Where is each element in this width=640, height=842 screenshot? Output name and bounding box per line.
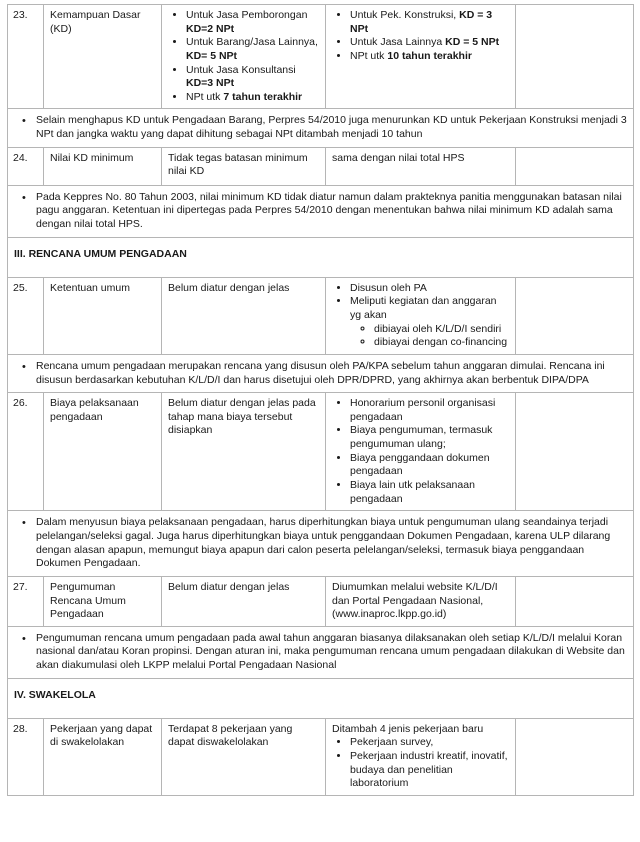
new-rule-cell bbox=[326, 5, 516, 109]
sub-list bbox=[350, 323, 509, 350]
new-rule-list bbox=[332, 736, 509, 791]
new-rule-list bbox=[332, 9, 509, 64]
table-row bbox=[8, 147, 634, 185]
note-row bbox=[8, 185, 634, 237]
list-item: • Disusun oleh PA bbox=[350, 282, 509, 296]
old-rule-cell: Tidak tegas batasan minimum nilai KD bbox=[162, 147, 326, 185]
aspect-cell: Biaya pelaksanaan pengadaan bbox=[44, 393, 162, 511]
note-text: • Pengumuman rencana umum pengadaan pada awal tahun anggaran biasanya dilaksanakan oleh setiap K/L/D/I melalui Koran nasional dan/atau Koran propinsi. Dengan aturan ini, maka pengumuman rencana umum pengadaan dilakukan di Website dan akan diakumulasi oleh LKPP melalui Portal Pengadaan Nasional bbox=[36, 632, 627, 673]
empty-cell bbox=[516, 277, 634, 354]
list-item: • Biaya penggandaan dokumen pengadaan bbox=[350, 452, 509, 479]
table-row bbox=[8, 718, 634, 795]
old-rule-cell bbox=[162, 5, 326, 109]
section-heading-row bbox=[8, 237, 634, 277]
empty-cell bbox=[516, 393, 634, 511]
note-row bbox=[8, 626, 634, 678]
list-item: • Untuk Jasa Konsultansi KD=3 NPt bbox=[186, 64, 319, 91]
aspect-cell: Pengumuman Rencana Umum Pengadaan bbox=[44, 576, 162, 626]
list-item: • NPt utk 10 tahun terakhir bbox=[350, 50, 509, 64]
new-rule-list bbox=[332, 397, 509, 506]
list-item: • Meliputi kegiatan dan anggaran yg akan ◦ dibiayai oleh K/L/D/I sendiri ◦ dibiayai dengan co-financing bbox=[350, 295, 509, 350]
list-item: • Biaya pengumuman, termasuk pengumuman ulang; bbox=[350, 424, 509, 451]
note-text: • Rencana umum pengadaan merupakan rencana yang disusun oleh PA/KPA sebelum tahun anggaran dimulai. Rencana ini disusun berdasarkan kebutuhan K/L/D/I dan harus disetujui oleh DPR/DPRD, yang akhirnya akan berbentuk DIPA/DPA bbox=[36, 360, 627, 387]
new-rule-cell bbox=[326, 393, 516, 511]
section-heading-row bbox=[8, 678, 634, 718]
list-item: • Biaya lain utk pelaksanaan pengadaan bbox=[350, 479, 509, 506]
note-text: • Dalam menyusun biaya pelaksanaan pengadaan, harus diperhitungkan biaya untuk pengumuman ulang seandainya terjadi pelelangan/seleksi gagal. Juga harus diperhitungkan biaya untuk penggandaan Dokumen Pengadaan, karena ULP dilarang dengan alasan apapun, memungut biaya apapun dari calon peserta pelelangan/seleksi, termasuk biaya penggandaan Dokumen Pengadaan. bbox=[36, 516, 627, 571]
new-rule-cell: sama dengan nilai total HPS bbox=[326, 147, 516, 185]
aspect-cell: Pekerjaan yang dapat di swakelolakan bbox=[44, 718, 162, 795]
old-rule-cell: Terdapat 8 pekerjaan yang dapat diswakelolakan bbox=[162, 718, 326, 795]
note-text: • Pada Keppres No. 80 Tahun 2003, nilai minimum KD tidak diatur namun dalam prakteknya panitia menggunakan batasan nilai pagu anggaran. Ketentuan ini dipertegas pada Perpres 54/2010 dengan menentukan bahwa nilai minimum KD adalah sama dengan nilai total HPS. bbox=[36, 191, 627, 232]
row-number: 27. bbox=[8, 576, 44, 626]
list-item: • Untuk Pek. Konstruksi, KD = 3 NPt bbox=[350, 9, 509, 36]
new-rule-cell bbox=[326, 277, 516, 354]
section-heading: III. RENCANA UMUM PENGADAAN bbox=[8, 237, 634, 277]
table-row bbox=[8, 576, 634, 626]
aspect-cell: Kemampuan Dasar (KD) bbox=[44, 5, 162, 109]
note-row bbox=[8, 511, 634, 577]
empty-cell bbox=[516, 718, 634, 795]
new-rule-cell bbox=[326, 718, 516, 795]
list-item: • Untuk Jasa Pemborongan KD=2 NPt bbox=[186, 9, 319, 36]
row-number: 26. bbox=[8, 393, 44, 511]
empty-cell bbox=[516, 147, 634, 185]
row-number: 25. bbox=[8, 277, 44, 354]
list-item: • Pekerjaan survey, bbox=[350, 736, 509, 750]
list-item: • NPt utk 7 tahun terakhir bbox=[186, 91, 319, 105]
row-number: 23. bbox=[8, 5, 44, 109]
empty-cell bbox=[516, 5, 634, 109]
aspect-cell: Nilai KD minimum bbox=[44, 147, 162, 185]
old-rule-list bbox=[168, 9, 319, 104]
regulation-comparison-document bbox=[7, 4, 633, 796]
new-rule-list bbox=[332, 282, 509, 350]
old-rule-cell: Belum diatur dengan jelas pada tahap mana biaya tersebut disiapkan bbox=[162, 393, 326, 511]
list-item: • Pekerjaan industri kreatif, inovatif, budaya dan penelitian laboratorium bbox=[350, 750, 509, 791]
comparison-table bbox=[7, 4, 634, 796]
table-row bbox=[8, 393, 634, 511]
list-item: • Untuk Jasa Lainnya KD = 5 NPt bbox=[350, 36, 509, 50]
row-number: 24. bbox=[8, 147, 44, 185]
section-heading: IV. SWAKELOLA bbox=[8, 678, 634, 718]
old-rule-cell: Belum diatur dengan jelas bbox=[162, 277, 326, 354]
new-rule-intro: Ditambah 4 jenis pekerjaan baru bbox=[332, 722, 484, 735]
sub-list-item: ◦ dibiayai dengan co-financing bbox=[374, 336, 509, 350]
new-rule-cell: Diumumkan melalui website K/L/D/I dan Portal Pengadaan Nasional, (www.inaproc.lkpp.go.id) bbox=[326, 576, 516, 626]
note-text: • Selain menghapus KD untuk Pengadaan Barang, Perpres 54/2010 juga menurunkan KD untuk Pekerjaan Konstruksi menjadi 3 NPt dan jangka waktu yang dapat dihitung sebagai NPt ditambah menjadi 10 tahun bbox=[36, 114, 627, 141]
empty-cell bbox=[516, 576, 634, 626]
aspect-cell: Ketentuan umum bbox=[44, 277, 162, 354]
note-row bbox=[8, 109, 634, 147]
list-item: • Untuk Barang/Jasa Lainnya, KD= 5 NPt bbox=[186, 36, 319, 63]
note-row bbox=[8, 354, 634, 392]
list-item: • Honorarium personil organisasi pengadaan bbox=[350, 397, 509, 424]
old-rule-cell: Belum diatur dengan jelas bbox=[162, 576, 326, 626]
table-row bbox=[8, 277, 634, 354]
row-number: 28. bbox=[8, 718, 44, 795]
table-row bbox=[8, 5, 634, 109]
sub-list-item: ◦ dibiayai oleh K/L/D/I sendiri bbox=[374, 323, 509, 337]
